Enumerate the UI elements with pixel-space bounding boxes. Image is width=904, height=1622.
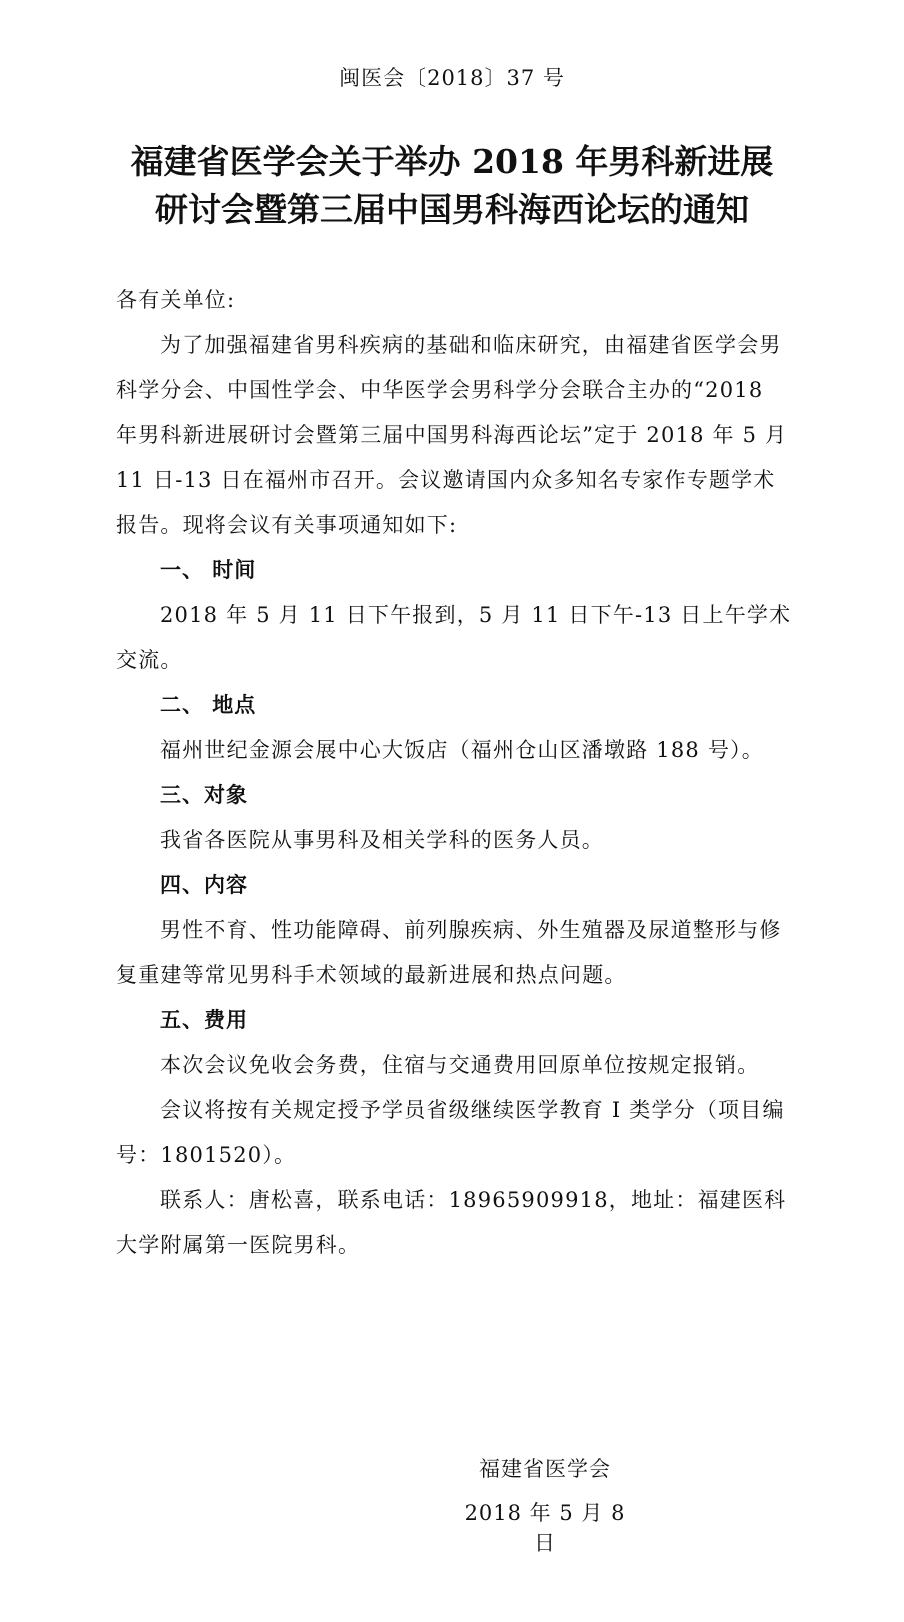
contact-paragraph: 联系人：唐松喜，联系电话：18965909918，地址：福建医科大学附属第一医院男科。 — [116, 1188, 787, 1257]
section-text-audience: 我省各医院从事男科及相关学科的医务人员。 — [160, 828, 604, 852]
section-heading-content: 四、内容 — [160, 873, 248, 897]
title-line-1: 福建省医学会关于举办 2018 年男科新进展 — [130, 142, 774, 181]
intro-paragraph: 为了加强福建省男科疾病的基础和临床研究，由福建省医学会男科学分会、中国性学会、中华医学会男科学分会联合主办的“2018 年男科新进展研讨会暨第三届中国男科海西论坛”定于 2018 年 5 月 11 日-13 日在福州市召开。会议邀请国内众多知名专家作专题学术报告。现将会议有关事项通知如下: — [116, 333, 788, 537]
section-text-content: 男性不育、性功能障碍、前列腺疾病、外生殖器及尿道整形与修复重建等常见男科手术领域的最新进展和热点问题。 — [116, 918, 782, 987]
signature-date: 2018 年 5 月 8 日 — [464, 1501, 626, 1555]
section-text-time: 2018 年 5 月 11 日下午报到，5 月 11 日下午-13 日上午学术交流。 — [116, 603, 792, 672]
section-heading-time: 一、 时间 — [160, 558, 257, 582]
section-text-fees: 本次会议免收会务费，住宿与交通费用回原单位按规定报销。 — [160, 1053, 760, 1077]
section-heading-audience: 三、对象 — [160, 783, 248, 807]
signature-organization: 福建省医学会 — [479, 1457, 611, 1481]
document-body — [116, 278, 792, 1268]
section-text-location: 福州世纪金源会展中心大饭店（福州仓山区潘墩路 188 号）。 — [160, 738, 764, 762]
section-heading-location: 二、 地点 — [160, 693, 257, 717]
document-title — [0, 138, 904, 234]
credit-paragraph: 会议将按有关规定授予学员省级继续医学教育 I 类学分（项目编号：1801520）。 — [116, 1098, 785, 1167]
document-number: 闽医会〔2018〕37 号 — [339, 66, 565, 90]
title-line-2: 研讨会暨第三届中国男科海西论坛的通知 — [155, 190, 749, 229]
salutation: 各有关单位: — [116, 288, 236, 312]
section-heading-fees: 五、费用 — [160, 1008, 248, 1032]
